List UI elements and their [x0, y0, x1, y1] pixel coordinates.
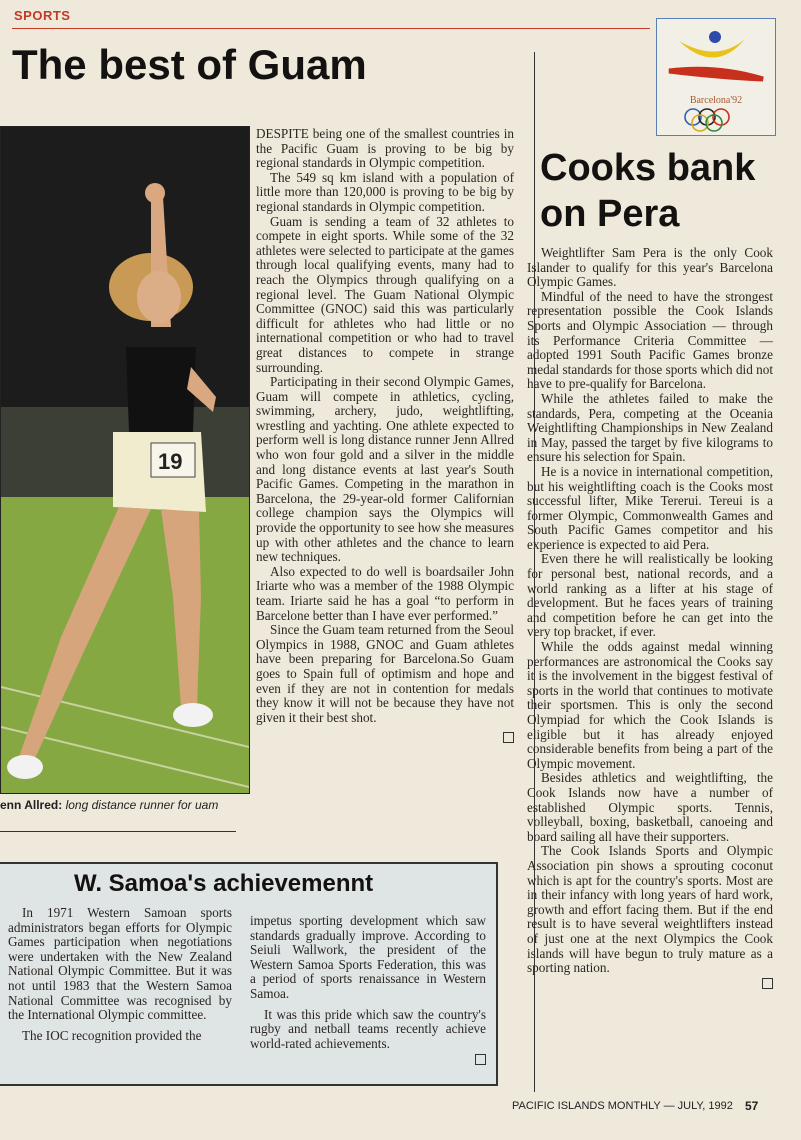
cooks-paragraph: Besides athletics and weightlifting, the Cook Islands now have a number of established Olympic sports. Tennis, volleyball, boxing, basketball, canoeing and board sailing all have their supporters. — [527, 770, 773, 844]
caption-text: long distance runner for uam — [65, 798, 219, 812]
guam-paragraph: Since the Guam team returned from the Seoul Olympics in 1988, GNOC and Guam athletes have been preparing for Barcelona.So Guam goes to Spain full of optimism and hope and even if they are not in contention for medals they know it will not be because they have not given it their best shot. — [256, 622, 514, 725]
cooks-paragraph: While the odds against medal winning performances are astronomical the Cooks say it is the involvement in the biggest festival of sports in the world that continues to motivate their sportsmen. This is only the second Olympiad for which the Cook Islands is eligible but it has already enjoyed considerable benefits from being a part of the Olympic movement. — [527, 639, 773, 771]
cooks-paragraph: Mindful of the need to have the strongest representation possible the Cook Islands Sports and Olympic Association — through its Performance Criteria Committee — adopted 1991 South Pacific Games bronze medal standards for those sports which did not have to pre-qualify for Barcelona. — [527, 288, 773, 392]
cooks-paragraph: While the athletes failed to make the standards, Pera, competing at the Oceania Weightlifting Championships in New Zealand in May, passed the target by five kilograms to ensure his selection for Spain. — [527, 390, 773, 465]
guam-paragraph: Participating in their second Olympic Games, Guam will compete in athletics, cycling, swimming, archery, judo, weightlifting, wrestling and yachting. One athlete expected to perform well is long distance runner Jenn Allred who won four gold and a silver in the middle and long distance events at last year's South Pacific Games. Competing in the marathon in Barcelona, the 29-year-old former Californian college champion says the Olympics will provide the opportunity to see how she measures up with other athletes and the chance to learn new techniques. — [256, 374, 514, 565]
samoa-column-2 — [250, 914, 486, 1066]
runner-photo — [0, 126, 250, 794]
cooks-headline: Cooks bank on Pera — [540, 147, 756, 235]
section-label: SPORTS — [14, 8, 71, 23]
samoa-paragraph: It was this pride which saw the country's rugby and netball teams recently achieve world-rated achievements. — [250, 1006, 486, 1051]
guam-paragraph: The 549 sq km island with a population of little more than 120,000 is proving to be big by regional standards in Olympic competition. — [256, 169, 514, 214]
page-footer: PACIFIC ISLANDS MONTHLY — JULY, 1992 — [512, 1100, 733, 1112]
logo-text: Barcelona'92 — [689, 95, 743, 106]
cooks-paragraph: He is a novice in international competition, but his weightlifting coach is the Cooks most successful lifter, Mike Tererui. Tereui is a former Olympic, Commonwealth Games and South Pacific Games competitor and his experience is expected to aid Pera. — [527, 463, 773, 552]
cooks-paragraph: Weightlifter Sam Pera is the only Cook Islander to qualify for this year's Barcelona Olympic Games. — [527, 245, 773, 290]
page-number: 57 — [745, 1099, 759, 1113]
guam-headline: The best of Guam — [12, 41, 367, 88]
cooks-paragraph: The Cook Islands Sports and Olympic Association pin shows a sprouting coconut which is apt for the country's sports. Most are in their infancy with long years of hard work, growth and effort facing them. But if the end result is to have several weightlifters instead of just one at the next Olympics the Cook islands will have begun to truly mature as a sporting nation. — [527, 843, 773, 976]
bib-number: 19 — [158, 449, 183, 474]
runner-illustration — [1, 127, 249, 793]
samoa-column-1 — [8, 906, 232, 1043]
caption-name: enn Allred: — [0, 798, 63, 812]
barcelona-emblem-icon — [657, 19, 775, 135]
samoa-headline: W. Samoa's achievemennt — [74, 870, 374, 897]
end-mark-icon — [503, 732, 514, 743]
guam-paragraph: DESPITE being one of the smallest countries in the Pacific Guam is proving to be big by regional standards in Olympic competition. — [256, 126, 514, 171]
top-rule — [12, 28, 650, 29]
guam-paragraph: Guam is sending a team of 32 athletes to compete in eight sports. While some of the 32 athletes were selected to participate at the games through local qualifying events, many had to reach the Olympics through qualifying on a regional level. The Guam National Olympic Committee (GNOC) said this was particularly difficult for athletes who had little or no international competition or who had to travel great distances to compete in strange surrounding. — [256, 213, 514, 375]
guam-paragraph: Also expected to do well is boardsailer John Iriarte who was a member of the 1988 Olympic team. Iriarte said he has a goal “to perform in Barcelone better than I have ever performed.” — [256, 563, 514, 623]
end-mark-icon — [475, 1054, 486, 1065]
cooks-paragraph: Even there he will realistically be looking for personal best, national records, and a world ranking as a lifter at his stage of development. But he faces years of training and competition before he can get into the very top bracket, if ever. — [527, 551, 773, 640]
samoa-paragraph: In 1971 Western Samoan sports administrators began efforts for Olympic Games participation when negotiations were undertaken with the New Zealand National Olympic Committee. But it was not until 1983 that the Western Samoa National Committee was recognised by the International Olympic committee. — [8, 905, 232, 1023]
samoa-paragraph: The IOC recognition provided the — [22, 1027, 202, 1043]
end-mark-icon — [762, 978, 773, 989]
barcelona-92-logo — [656, 18, 776, 136]
guam-article-body — [256, 127, 514, 744]
samoa-paragraph: impetus sporting development which saw standards gradually improve. According to Seiuli Wallwork, the president of the Western Samoa Sports Federation, this was a period of sports renaissance in Western Samoa. — [250, 913, 486, 1001]
photo-caption — [0, 797, 236, 813]
cooks-article-body — [527, 246, 773, 990]
caption-rule — [0, 831, 236, 832]
